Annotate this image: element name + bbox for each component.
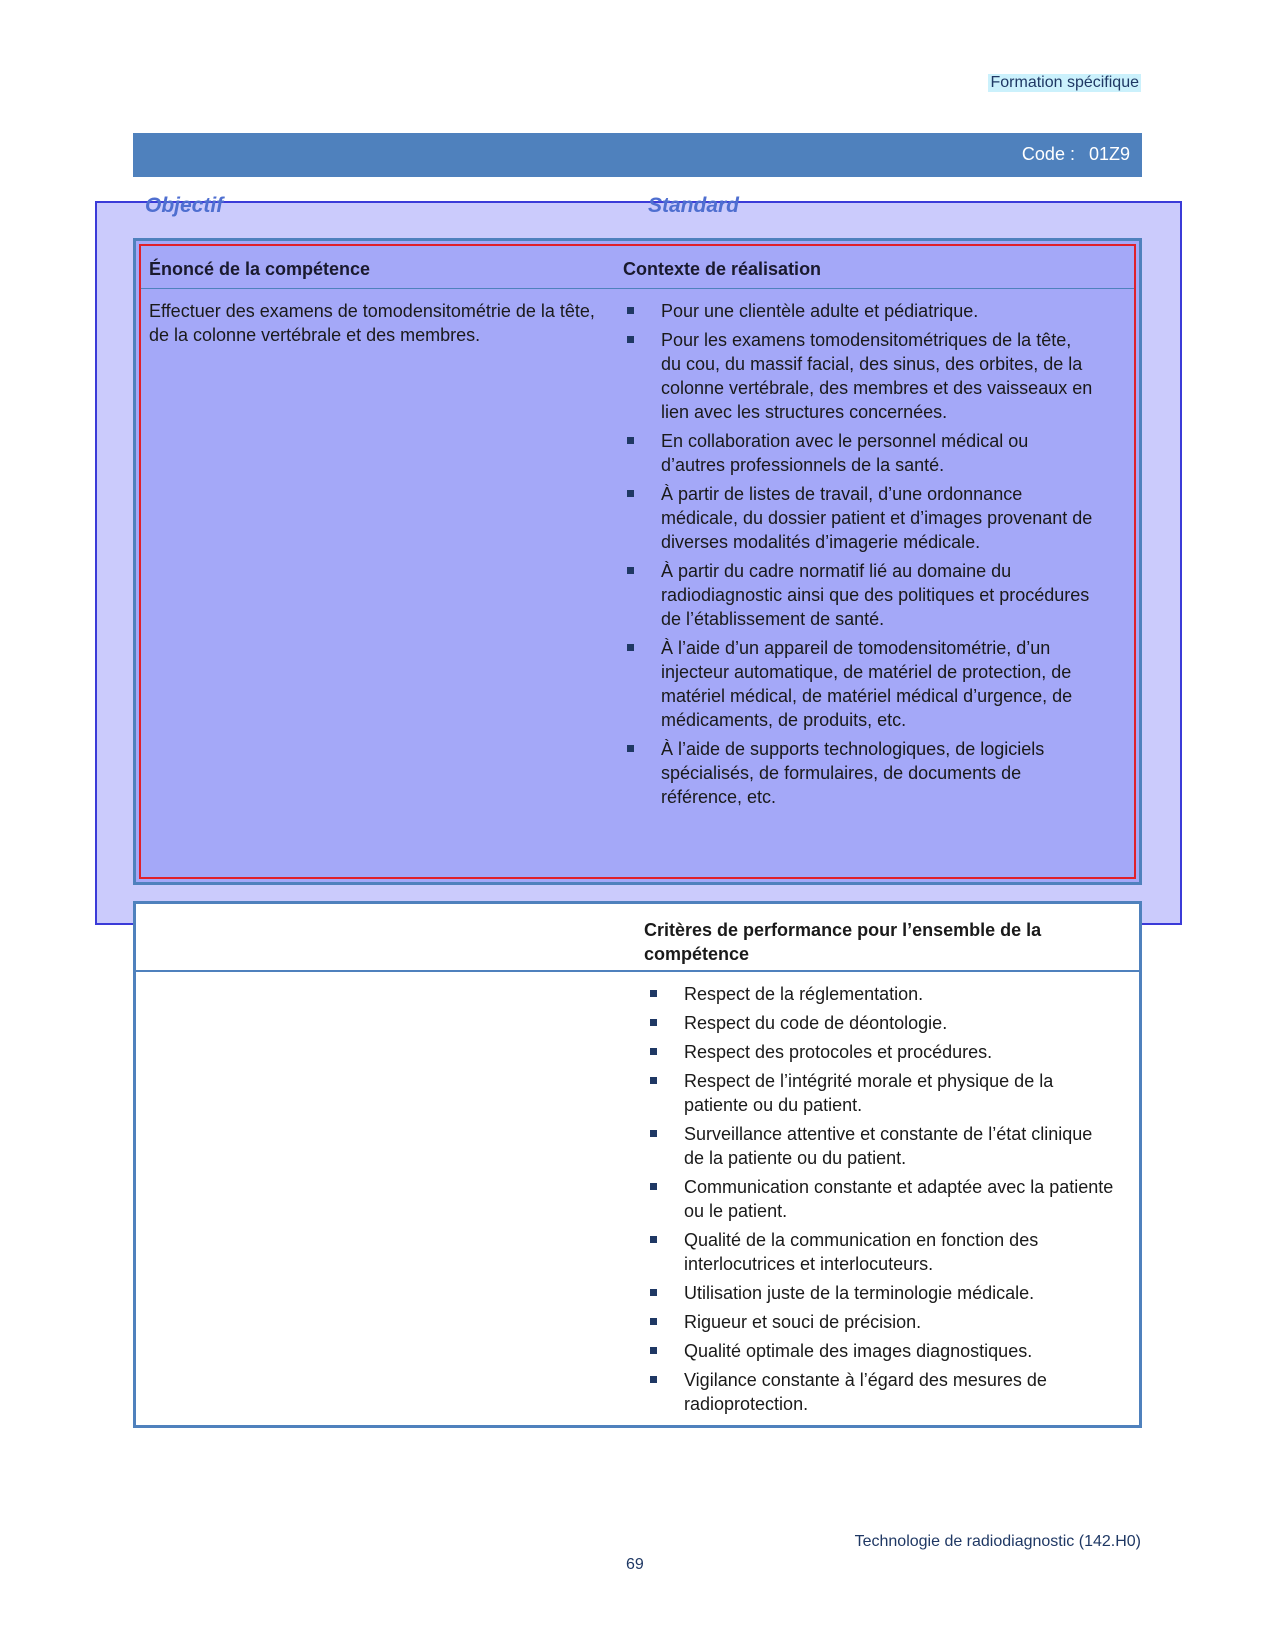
bullet-icon — [650, 1347, 657, 1354]
bullet-icon — [627, 336, 634, 343]
bullet-icon — [650, 1183, 657, 1190]
list-item: Respect des protocoles et procédures. — [646, 1040, 1116, 1064]
bullet-icon — [650, 1376, 657, 1383]
bullet-icon — [650, 1019, 657, 1026]
bullet-icon — [627, 644, 634, 651]
page-number: 69 — [626, 1556, 644, 1573]
bullet-icon — [650, 1077, 657, 1084]
code-bar — [133, 133, 1142, 177]
context-heading: Contexte de réalisation — [623, 259, 822, 279]
footer-program: Technologie de radiodiagnostic (142.H0) — [854, 1533, 1141, 1550]
list-item: En collaboration avec le personnel médical ou d’autres professionnels de la santé. — [623, 429, 1093, 477]
standard-title: Standard — [648, 194, 740, 217]
bullet-icon — [627, 490, 634, 497]
context-list — [623, 299, 1093, 814]
competence-table — [133, 238, 1142, 885]
list-item: Respect de l’intégrité morale et physique de la patiente ou du patient. — [646, 1069, 1116, 1117]
list-item: Qualité optimale des images diagnostiques. — [646, 1339, 1116, 1363]
bullet-icon — [650, 1130, 657, 1137]
code-value: 01Z9 — [1088, 144, 1130, 164]
list-item: Pour les examens tomodensitométriques de la tête, du cou, du massif facial, des sinus, des orbites, de la colonne vertébrale, des membres et des vaisseaux en lien avec les structures concernées. — [623, 328, 1093, 424]
competence-table-inner — [139, 244, 1136, 879]
bullet-icon — [627, 745, 634, 752]
list-item: Rigueur et souci de précision. — [646, 1310, 1116, 1334]
list-item: Vigilance constante à l’égard des mesures de radioprotection. — [646, 1368, 1116, 1416]
heading-divider — [136, 970, 1139, 972]
list-item: Communication constante et adaptée avec la patiente ou le patient. — [646, 1175, 1116, 1223]
bullet-icon — [627, 307, 634, 314]
bullet-icon — [650, 1318, 657, 1325]
list-item: À l’aide d’un appareil de tomodensitométrie, d’un injecteur automatique, de matériel de protection, de matériel médical, de matériel médical d’urgence, de médicaments, de produits, etc. — [623, 636, 1093, 732]
bullet-icon — [650, 990, 657, 997]
bullet-icon — [650, 1236, 657, 1243]
bullet-icon — [627, 567, 634, 574]
competence-statement: Effectuer des examens de tomodensitométrie de la tête, de la colonne vertébrale et des membres. — [149, 301, 595, 345]
competence-statement-heading: Énoncé de la compétence — [149, 259, 371, 279]
header-label: Formation spécifique — [990, 74, 1139, 91]
list-item: Pour une clientèle adulte et pédiatrique. — [623, 299, 1093, 323]
code-label: Code : — [1021, 144, 1075, 164]
code-text — [1022, 144, 1130, 165]
list-item: Surveillance attentive et constante de l’état clinique de la patiente ou du patient. — [646, 1122, 1116, 1170]
criteria-list — [646, 982, 1116, 1421]
bullet-icon — [627, 437, 634, 444]
list-item: À partir du cadre normatif lié au domaine du radiodiagnostic ainsi que des politiques et procédures de l’établissement de santé. — [623, 559, 1093, 631]
list-item: À l’aide de supports technologiques, de logiciels spécialisés, de formulaires, de documents de référence, etc. — [623, 737, 1093, 809]
bullet-icon — [650, 1289, 657, 1296]
performance-criteria-table — [133, 901, 1142, 1428]
heading-divider — [141, 288, 1134, 289]
list-item: Qualité de la communication en fonction des interlocutrices et interlocuteurs. — [646, 1228, 1116, 1276]
objectif-title: Objectif — [145, 194, 224, 217]
list-item: À partir de listes de travail, d’une ordonnance médicale, du dossier patient et d’images provenant de diverses modalités d’imagerie médicale. — [623, 482, 1093, 554]
performance-criteria-heading: Critères de performance pour l’ensemble de la compétence — [644, 920, 1042, 964]
bullet-icon — [650, 1048, 657, 1055]
list-item: Respect du code de déontologie. — [646, 1011, 1116, 1035]
list-item: Respect de la réglementation. — [646, 982, 1116, 1006]
list-item: Utilisation juste de la terminologie médicale. — [646, 1281, 1116, 1305]
